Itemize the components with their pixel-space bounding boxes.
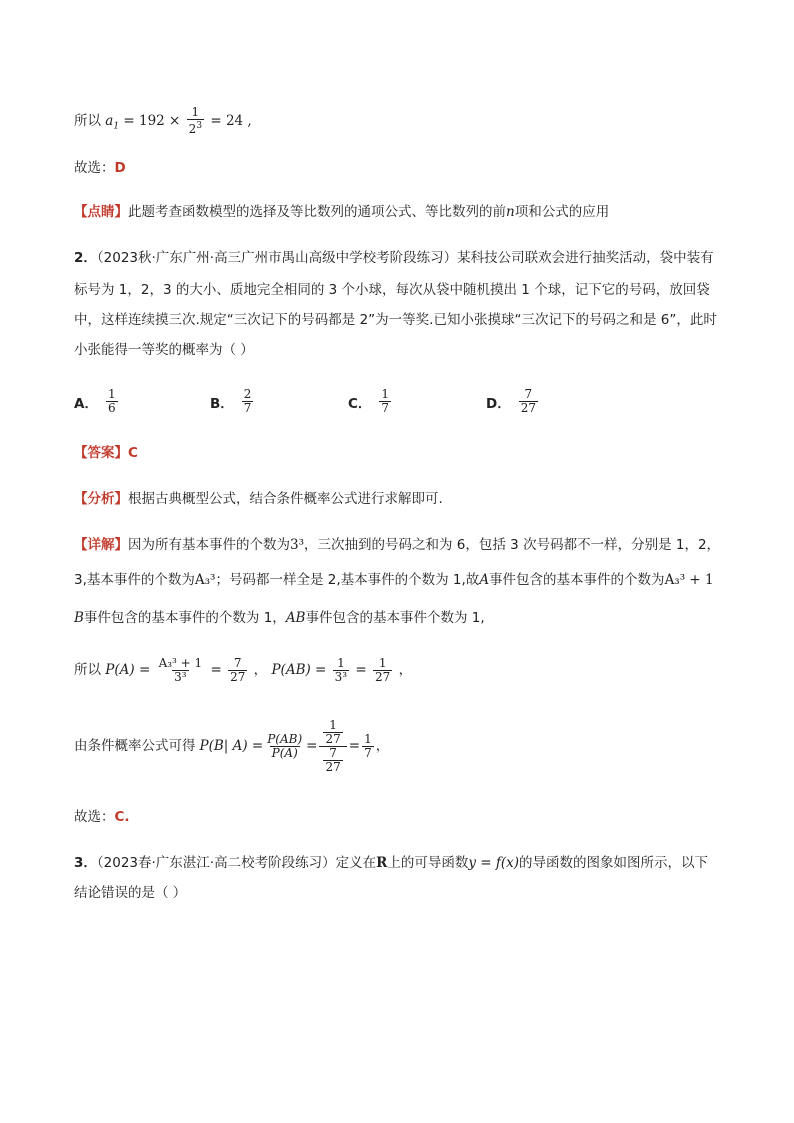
text: 所以	[74, 662, 101, 678]
question-3-line-1	[74, 853, 708, 873]
text: 故选：	[74, 809, 115, 825]
fraction: $\frac{1}{7}$	[364, 731, 372, 760]
question-source: （2023秋·广东广州·高三广州市禺山高级中学校考阶段练习）	[96, 250, 458, 266]
formula-line-1	[74, 655, 412, 685]
text: 事件包含的基本事件的个数为 1，	[83, 610, 286, 626]
text: 由条件概率公式可得	[74, 738, 196, 754]
analysis-section	[74, 489, 443, 509]
detail-line-1	[74, 535, 720, 555]
text: 因为所有基本事件的个数为	[128, 537, 290, 553]
math-n: n	[506, 204, 515, 220]
text: 此题考查函数模型的选择及等比数列的通项公式、等比数列的前	[128, 204, 506, 220]
fraction: $\frac{1}{\text{3³}}$	[334, 655, 348, 684]
answer-value: C	[128, 445, 138, 461]
text: 事件包含的基本事件个数为 1,	[305, 610, 485, 626]
text: 根据古典概型公式，结合条件概率公式进行求解即可.	[128, 491, 443, 507]
math: =	[306, 738, 318, 754]
option-d: D． $\frac{7}{27}$	[486, 387, 536, 415]
text: 故选：	[74, 160, 115, 176]
text: 事件包含的基本事件的个数为	[489, 572, 665, 588]
math: P(B| A) =	[199, 738, 264, 754]
detail-line-2	[74, 570, 714, 590]
text: 某科技公司联欢会进行抽奖活动，袋中装有	[457, 250, 714, 266]
text: ；号码都一样全是 2,基本事件的个数为 1,故	[215, 572, 480, 588]
math: A	[479, 572, 490, 588]
math: =	[210, 662, 222, 678]
final-answer-line	[74, 807, 130, 827]
question-number: 2．	[74, 250, 97, 266]
question-2-line-4: 小张能得一等奖的概率为（ ）	[74, 342, 254, 358]
text: ，	[398, 662, 413, 678]
text: 3,基本事件的个数为	[74, 572, 195, 588]
fraction: $\frac{1}{2^3}$	[188, 105, 203, 136]
math: R	[376, 855, 388, 871]
math: =	[355, 662, 367, 678]
answer-letter: C.	[114, 809, 130, 825]
analysis-tag: 【分析】	[74, 491, 128, 507]
detail-tag: 【详解】	[74, 537, 128, 553]
answer-letter: D	[114, 160, 126, 176]
option-b: B． $\frac{2}{7}$	[210, 387, 252, 415]
math: AB	[285, 610, 306, 626]
answer-line	[74, 158, 126, 178]
formula-line-2	[74, 718, 389, 774]
fraction: $\frac{7}{27}$	[230, 655, 246, 684]
math: A₃³	[194, 572, 216, 588]
text: 的导函数的图象如图所示，以下	[519, 855, 709, 871]
remark-line	[74, 202, 609, 222]
math: 3³	[290, 537, 305, 553]
fraction: $\frac{P(AB)}{P(A)}$	[267, 731, 303, 760]
option-c: C． $\frac{1}{7}$	[348, 387, 390, 415]
option-a: A． $\frac{1}{6}$	[74, 387, 116, 415]
fraction: $\frac{1}{27}$	[375, 655, 391, 684]
text: ，	[253, 662, 268, 678]
text: 定义在	[335, 855, 377, 871]
math: =	[348, 738, 361, 754]
compound-fraction: $\frac{\frac{1}{27}}{\frac{7}{27}}$	[319, 719, 346, 774]
math: P(A) =	[105, 662, 151, 678]
remark-tag: 【点睛】	[74, 204, 128, 220]
math: P(AB) =	[271, 662, 327, 678]
text: 项和公式的应用	[514, 204, 610, 220]
question-2-line-1	[74, 248, 714, 268]
answer-section	[74, 443, 138, 463]
text: 所以	[74, 113, 101, 129]
solution-step-line	[74, 106, 252, 137]
question-source: （2023春·广东湛江·高二校考阶段练习）	[96, 855, 336, 871]
answer-tag: 【答案】	[74, 445, 128, 461]
question-number: 3．	[74, 855, 97, 871]
question-3-line-2: 结论错误的是（ ）	[74, 885, 187, 901]
math-eq: = 192 ×	[123, 113, 181, 129]
math-a: $a_1$	[105, 113, 120, 132]
text: ，	[375, 738, 390, 754]
math: y = f(x)	[468, 855, 520, 871]
math: A₃³ + 1	[664, 572, 714, 588]
fraction: $\frac{\text{A₃³ + 1}}{\text{3³}}$	[158, 655, 203, 684]
question-2-line-2: 标号为 1，2，3 的大小、质地完全相同的 3 个小球，每次从袋中随机摸出 1 个球，记下它的号码，放回袋	[74, 282, 710, 298]
math: B	[74, 610, 84, 626]
question-2-line-3: 中，这样连续摸三次.规定“三次记下的号码都是 2”为一等奖.已知小张摸球“三次记下的号码之和是 6”，此时	[74, 312, 717, 328]
math-rhs: = 24 ,	[210, 113, 252, 129]
detail-line-3	[74, 608, 485, 628]
text: ，三次抽到的号码之和为 6，包括 3 次号码都不一样，分别是 1，2，	[304, 537, 721, 553]
text: 上的可导函数	[387, 855, 469, 871]
